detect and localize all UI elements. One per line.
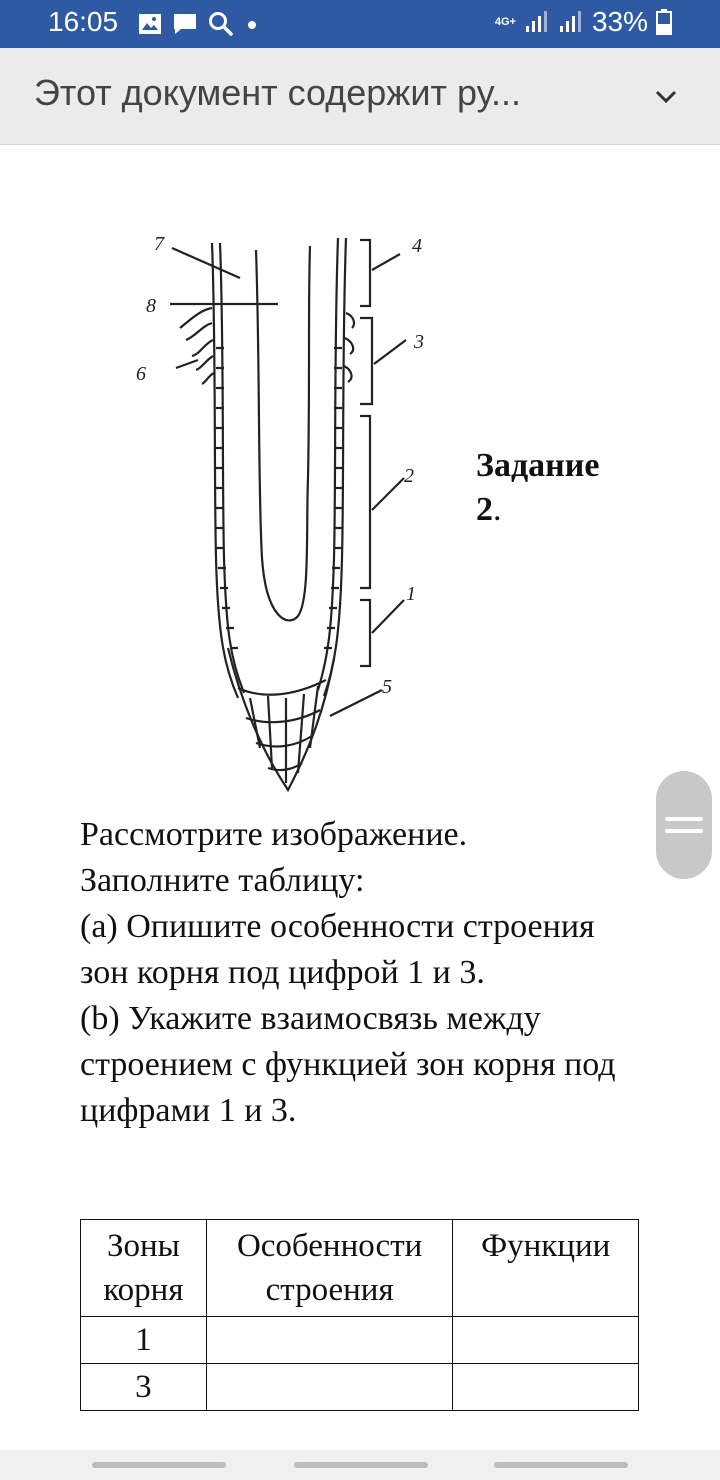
task-suffix: . (493, 491, 502, 528)
table-cell (453, 1364, 639, 1411)
table-row (81, 1317, 639, 1364)
battery-percent: 33% (591, 6, 648, 37)
figure-label-8: 8 (146, 295, 156, 317)
bottom-bar (0, 1450, 720, 1480)
notification-icons (138, 10, 260, 38)
signal-icon (524, 10, 550, 34)
signal-icon-2 (558, 10, 584, 34)
document-header (0, 48, 720, 145)
status-right (495, 6, 672, 38)
handle-grip-line (665, 817, 703, 821)
figure-label-5: 5 (382, 676, 392, 698)
task-word: Задание (476, 447, 600, 484)
table-cell (206, 1317, 453, 1364)
root-diagram (120, 228, 440, 808)
table-header-functions: Функции (453, 1220, 639, 1317)
status-time: 16:05 (48, 6, 119, 37)
scroll-handle[interactable] (656, 771, 712, 879)
table-cell: 1 (81, 1317, 207, 1364)
chevron-down-icon[interactable] (652, 82, 680, 110)
search-icon (208, 11, 234, 37)
table-header-features: Особенности строения (206, 1220, 453, 1317)
task-label (476, 444, 599, 532)
task-number: 2 (476, 491, 493, 528)
table-row (81, 1364, 639, 1411)
network-type: 4G+ (494, 16, 516, 28)
page-indicator[interactable] (294, 1462, 428, 1468)
table-cell: 3 (81, 1364, 207, 1411)
dot-icon (244, 16, 260, 32)
figure-label-7: 7 (154, 233, 164, 255)
instruction-line: (b) Укажите взаимосвязь между строением с функцией зон корня под цифрами 1 и 3. (80, 1000, 616, 1129)
table-cell (206, 1364, 453, 1411)
page-indicator[interactable] (92, 1462, 226, 1468)
table-header-zones: Зоны корня (81, 1220, 207, 1317)
instructions (80, 812, 640, 1134)
figure-label-3: 3 (414, 331, 424, 353)
figure-label-4: 4 (412, 235, 422, 257)
document-title: Этот документ содержит ру... (34, 72, 521, 113)
zones-table (80, 1219, 639, 1411)
figure-label-6: 6 (136, 363, 146, 385)
handle-grip-line (665, 829, 703, 833)
message-icon (172, 12, 198, 36)
instruction-line: Заполните таблицу: (80, 862, 365, 899)
status-bar (0, 0, 720, 48)
figure-label-2: 2 (404, 465, 414, 487)
image-icon (138, 13, 162, 35)
battery-icon (656, 9, 672, 35)
table-header-row (81, 1220, 639, 1317)
figure-label-1: 1 (406, 583, 416, 605)
instruction-line: Рассмотрите изображение. (80, 816, 468, 853)
table-cell (453, 1317, 639, 1364)
page-indicator[interactable] (494, 1462, 628, 1468)
instruction-line: (a) Опишите особенности строения зон корня под цифрой 1 и 3. (80, 908, 595, 991)
